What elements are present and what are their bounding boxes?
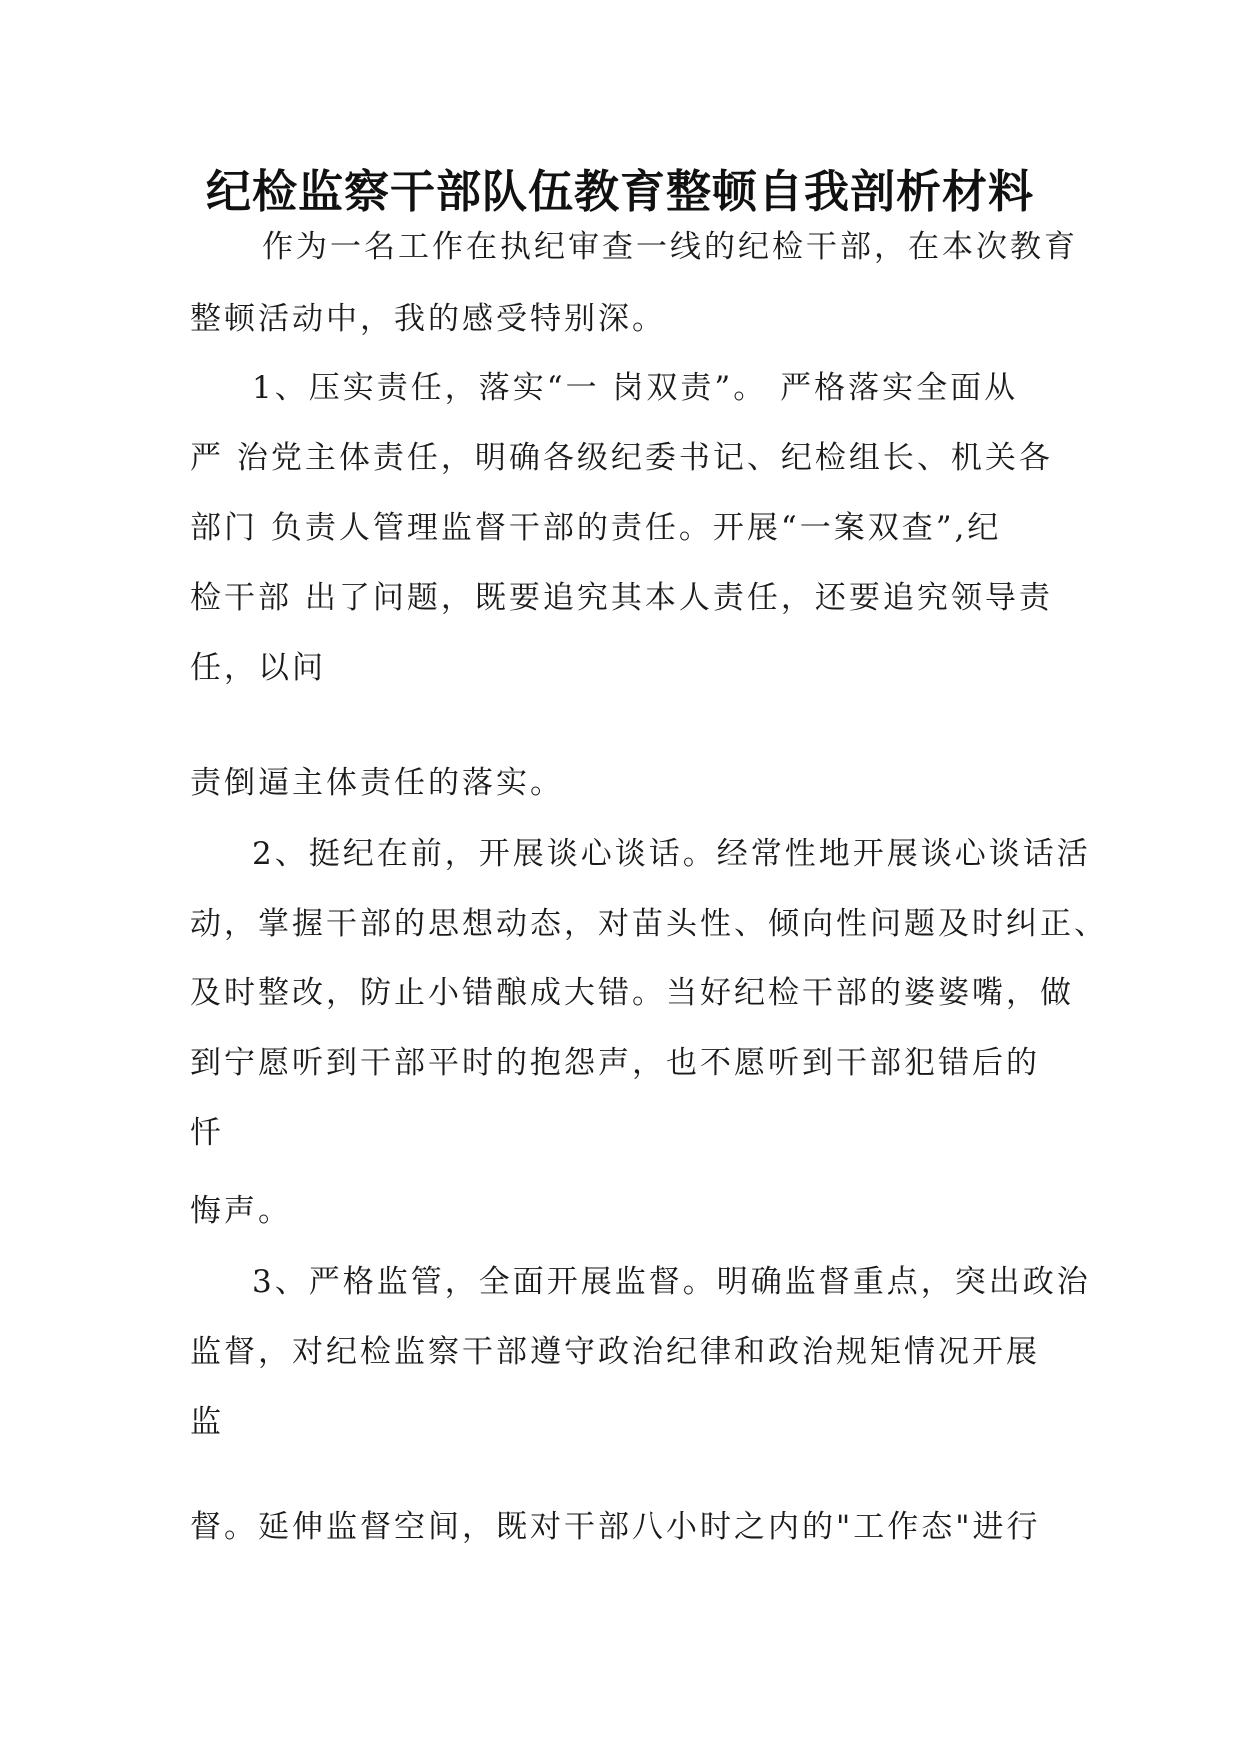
paragraph-line: 悔声。 bbox=[190, 1193, 292, 1229]
paragraph-line: 及时整改，防止小错酿成大错。当好纪检干部的婆婆嘴，做 bbox=[190, 975, 1074, 1011]
paragraph-line: 部门 负责人管理监督干部的责任。开展“一案双查”,纪 bbox=[190, 510, 1002, 546]
paragraph-line: 监 bbox=[190, 1404, 224, 1440]
paragraph-line: 整顿活动中，我的感受特别深。 bbox=[190, 301, 666, 337]
paragraph-line: 任，以问 bbox=[190, 650, 326, 686]
paragraph-line: 责倒逼主体责任的落实。 bbox=[190, 765, 564, 801]
paragraph-line: 忏 bbox=[190, 1115, 224, 1151]
paragraph-line: 督。延伸监督空间，既对干部八小时之内的"工作态"进行 bbox=[190, 1509, 1041, 1545]
paragraph-line: 严 治党主体责任，明确各级纪委书记、纪检组长、机关各 bbox=[190, 440, 1053, 476]
paragraph-line: 2、挺纪在前，开展谈心谈话。经常性地开展谈心谈话活 bbox=[252, 836, 1091, 872]
paragraph-line: 动，掌握干部的思想动态，对苗头性、倾向性问题及时纠正、 bbox=[190, 906, 1108, 942]
document-title: 纪检监察干部队伍教育整顿自我剖析材料 bbox=[205, 165, 1034, 218]
paragraph-line: 检干部 出了问题，既要追究其本人责任，还要追究领导责 bbox=[190, 580, 1053, 616]
paragraph-line: 到宁愿听到干部平时的抱怨声，也不愿听到干部犯错后的 bbox=[190, 1045, 1040, 1081]
paragraph-line: 3、严格监管，全面开展监督。明确监督重点，突出政治 bbox=[252, 1264, 1091, 1300]
paragraph-line: 1、压实责任，落实“一 岗双责”。 严格落实全面从 bbox=[252, 370, 1019, 406]
paragraph-line: 作为一名工作在执纪审查一线的纪检干部，在本次教育 bbox=[262, 229, 1078, 265]
paragraph-line: 监督，对纪检监察干部遵守政治纪律和政治规矩情况开展 bbox=[190, 1334, 1040, 1370]
